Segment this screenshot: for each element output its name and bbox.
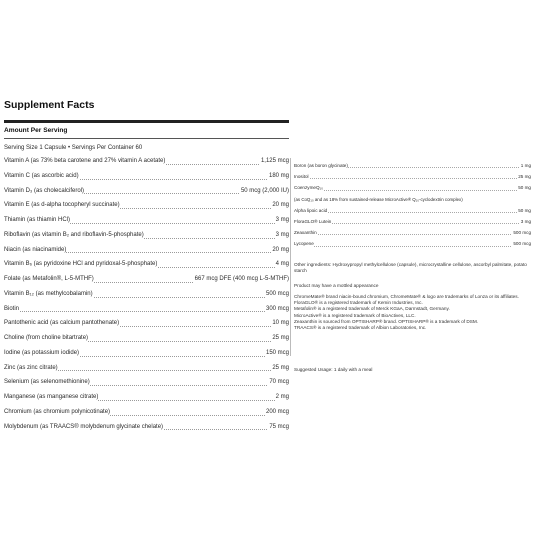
nutrient-name: Vitamin D₃ (as cholecalciferol)	[4, 184, 84, 199]
nutrient-amount: 300 mcg	[265, 302, 289, 317]
nutrient-amount: 50 mcg (2,000 IU)	[240, 184, 289, 199]
dot-leader	[294, 178, 531, 179]
nutrient-amount: 25 mg	[517, 171, 531, 182]
nutrient-name: Zeaxanthin	[294, 227, 317, 238]
other-ingredients: Other ingredients: Hydroxypropyl methylcellulose (capsule), microcrystalline cellulose, ascorbyl palmitate, potato starch	[294, 262, 527, 274]
nutrient-row	[294, 238, 531, 249]
nutrient-name: Selenium (as selenomethionine)	[4, 375, 90, 390]
nutrient-name: Manganese (as manganese citrate)	[4, 390, 98, 405]
column-divider	[290, 158, 291, 356]
nutrient-row	[294, 205, 531, 216]
mottled-note: Product may have a mottled appearance	[294, 283, 379, 288]
amount-per-serving-heading: Amount Per Serving	[4, 127, 68, 134]
dot-leader	[294, 246, 531, 247]
nutrient-note: (as CoQ₁₀ and as 18% from sustained-release MicroActive® Q₁₀-cyclodextrin complex)	[294, 196, 463, 202]
trademark-line: TRAACS® is a registered trademark of Albion Laboratories, Inc.	[294, 325, 427, 331]
nutrient-row	[4, 272, 289, 287]
nutrient-amount: 10 mg	[271, 316, 289, 331]
nutrient-amount: 3 mg	[275, 228, 289, 243]
nutrient-row	[4, 420, 289, 435]
trademark-line: Zeaxanthin is sourced from OPTISHARP® brand. OPTISHARP® is a trademark of DSM.	[294, 318, 479, 324]
serving-info: Serving Size 1 Capsule • Servings Per Container 60	[4, 145, 143, 151]
nutrient-row	[4, 331, 289, 346]
nutrient-name: Pantothenic acid (as calcium pantothenate)	[4, 316, 119, 331]
panel-title: Supplement Facts	[4, 99, 95, 111]
nutrient-name: Folate (as Metafolin®, L-5-MTHF)	[4, 272, 94, 287]
nutrient-row	[4, 198, 289, 213]
nutrient-name: FloraGLO® Lutein	[294, 216, 331, 227]
nutrient-amount: 2 mg	[275, 390, 289, 405]
nutrient-row	[294, 182, 531, 193]
trademark-notes	[294, 294, 530, 331]
nutrient-name: Vitamin A (as 73% beta carotene and 27% vitamin A acetate)	[4, 154, 165, 169]
dot-leader	[294, 190, 531, 191]
nutrient-row	[294, 216, 531, 227]
nutrient-amount: 1 mg	[520, 160, 531, 171]
suggested-usage: Suggested Usage: 1 daily with a meal	[294, 367, 373, 372]
nutrient-amount: 25 mg	[271, 331, 289, 346]
nutrient-amount: 150 mcg	[265, 346, 289, 361]
nutrient-name: Choline (from choline bitartrate)	[4, 331, 88, 346]
nutrient-row	[4, 184, 289, 199]
nutrient-row	[4, 169, 289, 184]
nutrient-name: Inositol	[294, 171, 309, 182]
nutrient-name: Riboflavin (as vitamin B₂ and riboflavin-5-phosphate)	[4, 228, 144, 243]
nutrient-amount: 667 mcg DFE (400 mcg L-5-MTHF)	[194, 272, 289, 287]
nutrient-name: Alpha lipoic acid	[294, 205, 327, 216]
nutrient-name: Vitamin B₁₂ (as methylcobalamin)	[4, 287, 93, 302]
thin-divider	[4, 138, 289, 139]
nutrient-name: Vitamin B₆ (as pyridoxine HCl and pyridoxal-5-phosphate)	[4, 257, 157, 272]
nutrient-amount: 50 mg	[517, 182, 531, 193]
nutrient-amount: 180 mg	[268, 169, 289, 184]
trademark-line: Metafolin® is a registered trademark of Merck KGaA, Darmstadt, Germany.	[294, 306, 450, 312]
nutrient-row	[4, 375, 289, 390]
nutrient-amount: 500 mcg	[265, 287, 289, 302]
nutrient-amount: 20 mg	[271, 198, 289, 213]
nutrient-name: Boron (as boron glycinate)	[294, 160, 348, 171]
nutrient-row	[4, 302, 289, 317]
nutrient-amount: 500 mcg	[512, 227, 531, 238]
dot-leader	[294, 234, 531, 235]
nutrient-amount: 4 mg	[275, 257, 289, 272]
nutrient-amount: 3 mg	[520, 216, 531, 227]
nutrient-amount: 200 mcg	[265, 405, 289, 420]
dot-leader	[294, 212, 531, 213]
nutrient-row	[4, 361, 289, 376]
nutrient-row	[4, 228, 289, 243]
nutrient-name: Thiamin (as thiamin HCl)	[4, 213, 70, 228]
trademark-line: MicroActive® is a registered trademark of BioActives, LLC.	[294, 312, 416, 318]
nutrient-amount: 50 mg	[517, 205, 531, 216]
nutrient-amount: 25 mg	[271, 361, 289, 376]
nutrient-row	[4, 213, 289, 228]
nutrient-row	[4, 154, 289, 169]
nutrient-name: Biotin	[4, 302, 19, 317]
nutrient-name: Chromium (as chromium polynicotinate)	[4, 405, 110, 420]
nutrient-row	[4, 390, 289, 405]
nutrient-amount: 75 mcg	[268, 420, 289, 435]
nutrient-row	[4, 316, 289, 331]
nutrient-amount: 70 mcg	[268, 375, 289, 390]
nutrient-row	[4, 346, 289, 361]
nutrient-name: Molybdenum (as TRAACS® molybdenum glycinate chelate)	[4, 420, 163, 435]
nutrient-name: Vitamin E (as d-alpha tocopheryl succinate)	[4, 198, 120, 213]
dot-leader	[4, 311, 289, 312]
nutrient-name: Lycopene	[294, 238, 314, 249]
nutrient-name: Iodine (as potassium iodide)	[4, 346, 79, 361]
nutrient-row	[294, 227, 531, 238]
nutrient-name: Zinc (as zinc citrate)	[4, 361, 58, 376]
nutrient-row	[4, 287, 289, 302]
nutrient-amount: 1,125 mcg	[260, 154, 289, 169]
nutrient-name: CoenzymeQ₁₀	[294, 182, 323, 193]
nutrient-row	[294, 171, 531, 182]
nutrient-name: Niacin (as niacinamide)	[4, 243, 66, 258]
right-nutrient-list	[294, 160, 531, 250]
thick-divider	[4, 120, 289, 123]
nutrient-amount: 20 mg	[271, 243, 289, 258]
nutrient-amount: 500 mcg	[512, 238, 531, 249]
nutrient-name: Vitamin C (as ascorbic acid)	[4, 169, 79, 184]
nutrient-amount: 3 mg	[275, 213, 289, 228]
nutrient-row	[4, 257, 289, 272]
nutrient-row	[294, 160, 531, 171]
nutrient-row	[4, 243, 289, 258]
nutrient-row	[4, 405, 289, 420]
trademark-line: FloraGLO® is a registered trademark of Kemin Industries, Inc.	[294, 300, 423, 306]
trademark-line: ChromeMate® brand niacin-bound chromium, ChromeMate® & logo are trademarks of Lonza or its affiliates.	[294, 294, 519, 299]
left-nutrient-list	[4, 154, 289, 434]
